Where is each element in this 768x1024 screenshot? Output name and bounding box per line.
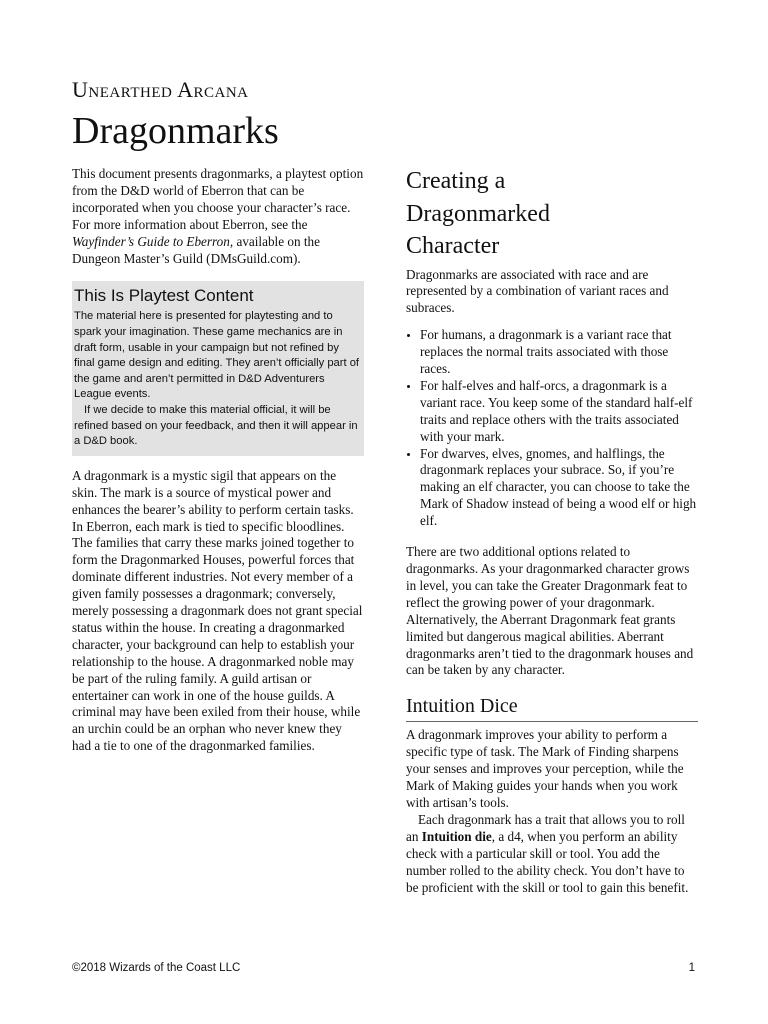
document-title: Dragonmarks: [72, 110, 279, 152]
document-supertitle: Unearthed Arcana: [72, 77, 249, 102]
creating-intro: Dragonmarks are associated with race and are represented by a combination of variant races and subraces.: [406, 266, 669, 316]
sidebar-paragraph-1: The material here is presented for playtesting and to spark your imagination. These game mechanics are in draft form, usable in your campaign but not refined by final game design and editing. They aren’t officially part of the game and aren’t permitted in D&D Adventurers League events.: [74, 310, 360, 401]
intuition-text-after: , a d4, when you perform an ability check with a particular skill or tool. You add the number rolled to the ability check. You don’t have to be proficient with the skill or tool to gain this benefit.: [406, 828, 689, 895]
intro-text-before: This document presents dragonmarks, a playtest option from the D&D world of Eberron that can be incorporated when you choose your character’s race. For more information about Eberron, see the: [72, 166, 364, 232]
dragonmark-description: A dragonmark is a mystic sigil that appears on the skin. The mark is a source of mystical power and enhances the bearer’s ability to perform certain tasks. In Eberron, each mark is tied to specific bloodlines. The families that carry these marks joined together to form the Dragonmarked Houses, powerful forces that dominate different industries. Not every member of a given family possesses a dragonmark; conversely, merely possessing a dragonmark does not grant special status within the house. In creating a dragonmarked character, your background can help to establish your relationship to the house. A dragonmarked noble may be part of the ruling family. A guild artisan or entertainer can work in one of the house guilds. A criminal may have been exiled from their house, while an urchin could be an orphan who never knew they had a tie to one of the dragonmarked families.: [72, 467, 363, 754]
sidebar-paragraph-2: If we decide to make this material official, it will be refined based on your feedback, and then it will appear in a D&D book.: [74, 404, 358, 448]
intuition-paragraph-2: [406, 812, 698, 897]
right-column: [406, 165, 698, 896]
creating-heading-line-3: Character: [406, 233, 500, 259]
copyright-notice: ©2018 Wizards of the Coast LLC: [72, 962, 241, 974]
intro-text-after: , available on the Dungeon Master’s Guild (DMsGuild.com).: [72, 233, 320, 266]
intuition-text-before: Each dragonmark has a trait that allows you to roll an: [406, 811, 685, 844]
options-paragraph: There are two additional options related to dragonmarks. As your dragonmarked character grows in level, you can take the Greater Dragonmark feat to reflect the growing power of your dragonmark. Alternatively, the Aberrant Dragonmark feat grants limited but dangerous magical abilities. Aberrant dragonmarks aren’t tied to the dragonmark houses and can be taken by any character.: [406, 544, 694, 678]
intuition-die-term: Intuition die: [421, 828, 492, 844]
playtest-sidebar: [72, 281, 364, 455]
creating-heading-line-2: Dragonmarked: [406, 200, 550, 227]
intuition-heading: Intuition Dice: [406, 693, 698, 722]
creating-heading: [406, 165, 698, 263]
creating-heading-line-1: Creating a: [406, 168, 506, 194]
bullet-half-elves: • For half-elves and half-orcs, a dragonmark is a variant race. You keep some of the standard half-elf traits and replace others with the traits associated with your mark.: [420, 378, 698, 446]
bullet-humans: • For humans, a dragonmark is a variant race that replaces the normal traits associated with those races.: [420, 327, 698, 378]
intuition-paragraph-1: A dragonmark improves your ability to perform a specific type of task. The Mark of Finding sharpens your senses and improves your perception, while the Mark of Making guides your hands when you work with artisan’s tools.: [406, 727, 684, 810]
race-bullet-list: [406, 327, 698, 530]
page-number: 1: [688, 962, 695, 974]
intro-paragraph: [72, 166, 364, 267]
book-title: Wayfinder’s Guide to Eberron: [72, 233, 230, 249]
sidebar-heading: This Is Playtest Content: [74, 286, 254, 306]
bullet-dwarves: • For dwarves, elves, gnomes, and halflings, the dragonmark replaces your subrace. So, if you’re making an elf character, you can choose to take the Mark of Shadow instead of being a wood elf or high elf.: [420, 446, 698, 531]
left-column: [72, 76, 364, 755]
